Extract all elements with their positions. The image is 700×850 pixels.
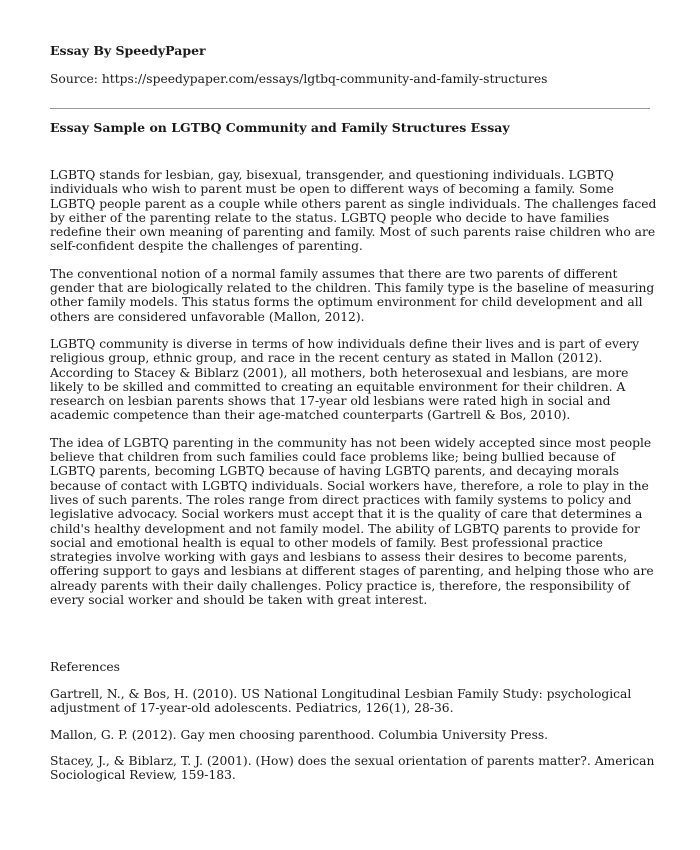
paragraph: LGBTQ community is diverse in terms of how individuals define their lives and is part of every religious group, ethnic group, and race in the recent century as stated in Mallon (2012). According to Stacey & Biblarz (2001), all mothers, both heterosexual and lesbians, are more likely to be skilled and committed to creating an equitable environment for their children. A research on lesbian parents shows that 17-year old lesbians were rated high in social and academic competence than their age-matched counterparts (Gartrell & Bos, 2010). <box>50 336 640 423</box>
essay-title: Essay Sample on LGTBQ Community and Family Structures Essay <box>50 120 510 135</box>
paragraph: The idea of LGBTQ parenting in the community has not been widely accepted since most people believe that children from such families could face problems like; being bullied because of LGBTQ parents, becoming LGBTQ because of having LGBTQ parents, and decaying morals because of contact with LGBTQ individuals. Social workers have, therefore, a role to play in the lives of such parents. The roles range from direct practices with family systems to policy and legislative advocacy. Social workers must accept that it is the quality of care that determines a child's healthy development and not family model. The ability of LGBTQ parents to provide for social and emotional health is equal to other models of family. Best professional practice strategies involve working with gays and lesbians to assess their desires to become parents, offering support to gays and lesbians at different stages of parenting, and helping those who are already parents with their daily challenges. Policy practice is, therefore, the responsibility of every social worker and should be taken with great interest. <box>50 435 654 608</box>
references-heading: References <box>50 660 120 674</box>
reference-item: Gartrell, N., & Bos, H. (2010). US National Longitudinal Lesbian Family Study: psychological adjustment of 17-year-old adolescents. Pediatrics, 126(1), 28-36. <box>50 687 632 716</box>
reference-item: Stacey, J., & Biblarz, T. J. (2001). (How) does the sexual orientation of parents matter?. American Sociological Review, 159-183. <box>50 753 655 783</box>
header-divider <box>50 108 650 109</box>
essay-body <box>50 168 662 620</box>
brand-heading: Essay By SpeedyPaper <box>50 43 206 58</box>
references-list <box>50 687 662 794</box>
paragraph: The conventional notion of a normal family assumes that there are two parents of different gender that are biologically related to the children. This family type is the baseline of measuring other family models. This status forms the optimum environment for child development and all others are considered unfavorable (Mallon, 2012). <box>50 266 655 324</box>
reference-item: Mallon, G. P. (2012). Gay men choosing parenthood. Columbia University Press. <box>50 727 549 742</box>
source-line: Source: https://speedypaper.com/essays/lgtbq-community-and-family-structures <box>50 72 548 86</box>
paragraph: LGBTQ stands for lesbian, gay, bisexual, transgender, and questioning individuals. LGBTQ individuals who wish to parent must be open to different ways of becoming a family. Some LGBTQ people parent as a couple while others parent as single individuals. The challenges faced by either of the parenting relate to the status. LGBTQ people who decide to have families redefine their own meaning of parenting and family. Most of such parents raise children who are self-confident despite the challenges of parenting. <box>50 168 657 254</box>
